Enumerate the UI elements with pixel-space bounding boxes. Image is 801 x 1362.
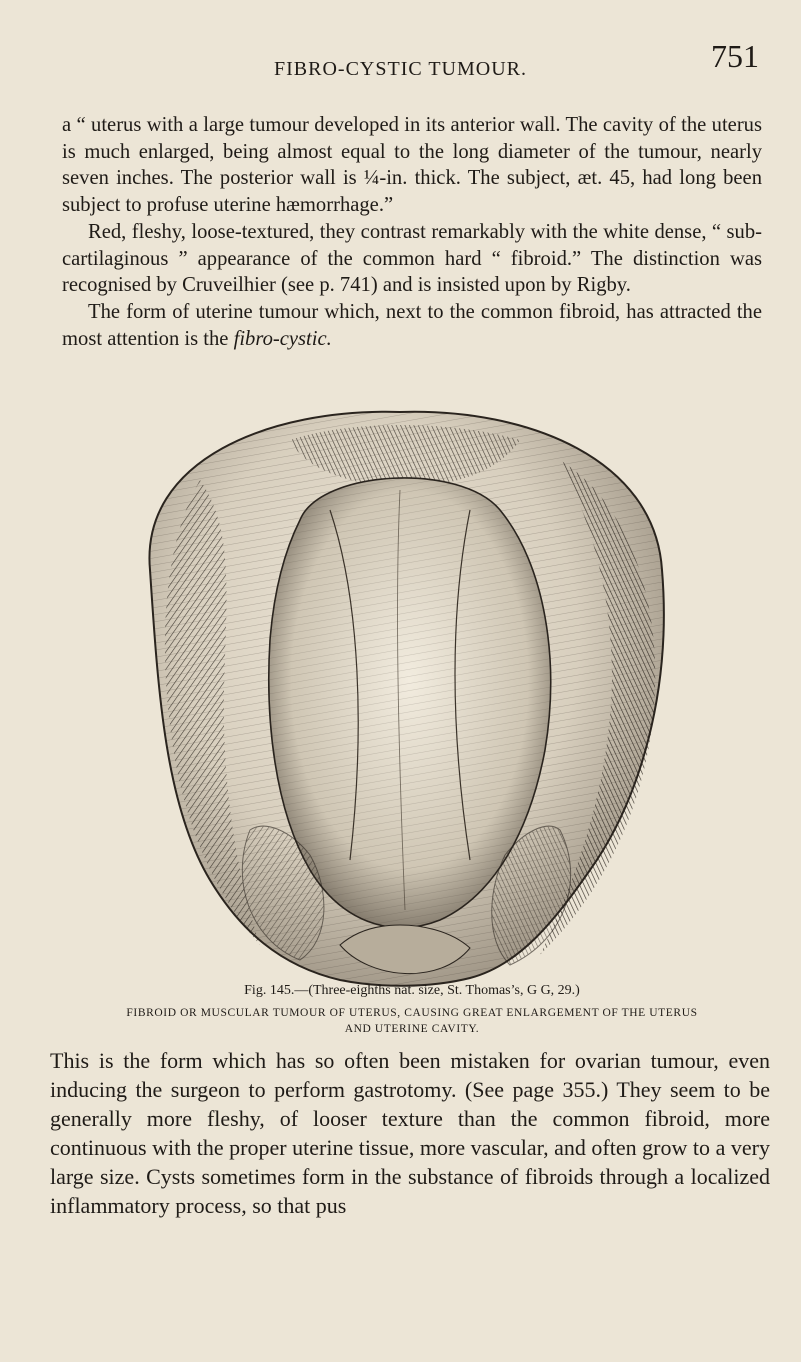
figure-title-line1: FIBROID OR MUSCULAR TUMOUR OF UTERUS, CAUSING GREAT ENLARGEMENT OF THE UTERUS xyxy=(126,1007,698,1019)
paragraph-fibro-cystic xyxy=(62,299,762,352)
paragraph-fibro-cystic-text: The form of uterine tumour which, next to the common fibroid, has attracted the most attention is the xyxy=(62,300,762,350)
page-number: 751 xyxy=(711,38,759,74)
uterine-tumour-engraving xyxy=(0,400,801,990)
lower-text xyxy=(50,1046,770,1220)
body-text xyxy=(62,112,762,352)
fibro-cystic-emphasis: fibro-cystic. xyxy=(233,327,332,350)
running-head: FIBRO-CYSTIC TUMOUR. xyxy=(274,58,527,80)
paragraph-quote: a “ uterus with a large tumour developed in its anterior wall. The cavity of the uterus is much enlarged, being almost equal to the long diameter of the tumour, nearly seven inches. The posterior wall is ¼-in. thick. The subject, æt. 45, had long been subject to profuse uterine hæmorrhage.” xyxy=(62,114,762,217)
figure-illustration xyxy=(0,400,801,990)
paragraph-ovarian-mistake: This is the form which has so often been mistaken for ovarian tumour, even inducing the surgeon to perform gastrotomy. (See page 355.) They seem to be generally more fleshy, of looser texture than the common fibroid, more continuous with the proper uterine tissue, more vascular, and often grow to a very large size. Cysts sometimes form in the substance of fibroids through a localized inflammatory process, so that pus xyxy=(50,1048,770,1218)
figure-caption xyxy=(62,983,762,1037)
figure-label: Fig. 145.—(Three-eighths nat. size, St. Thomas’s, G G, 29.) xyxy=(244,983,580,998)
paragraph-red-fleshy: Red, fleshy, loose-textured, they contrast remarkably with the white dense, “ sub-cartilaginous ” appearance of the common hard “ fibroid.” The distinction was recognised by Cruveilhier (see p. 741) and is insisted upon by Rigby. xyxy=(62,220,762,297)
figure-title-line2: AND UTERINE CAVITY. xyxy=(344,1023,480,1035)
